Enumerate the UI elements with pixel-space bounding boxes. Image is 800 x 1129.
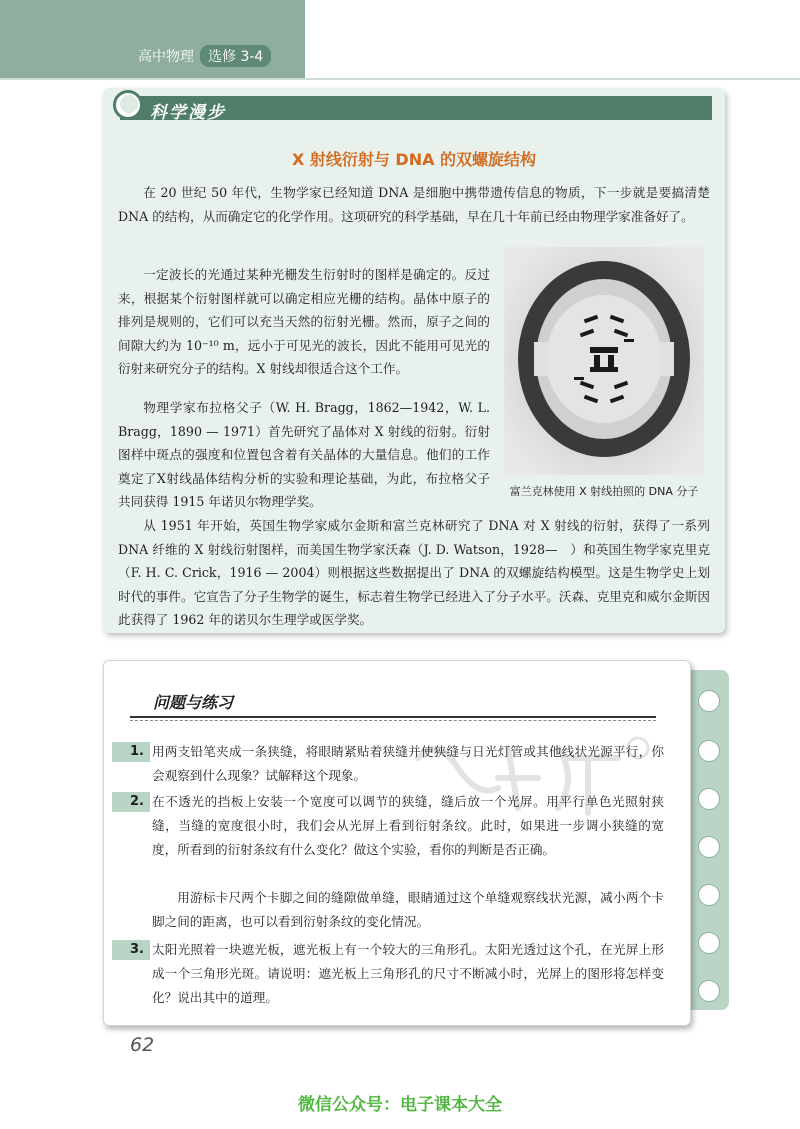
problem-number: 1.	[130, 744, 144, 759]
problem-1-text: 用两支铅笔夹成一条狭缝，将眼睛紧贴着狭缝并使狭缝与日光灯管或其他线状光源平行，你会观察到什么现象？试解释这个现象。	[152, 744, 664, 783]
problem-3-text: 太阳光照着一块遮光板，遮光板上有一个较大的三角形孔。太阳光透过这个孔，在光屏上形成一个三角形光斑。请说明：遮光板上三角形孔的尺寸不断减小时，光屏上的图形将怎样变化？说出其中的道理。	[152, 942, 664, 1005]
binder-ring-icon	[698, 740, 720, 762]
dna-diffraction-image	[504, 247, 704, 475]
photo-caption: 富兰克林使用 X 射线拍照的 DNA 分子	[509, 485, 699, 498]
article-paragraph-4: 从 1951 年开始，英国生物学家威尔金斯和富兰克林研究了 DNA 对 X 射线的衍射，获得了一系列 DNA 纤维的 X 射线衍射图样，而美国生物学家沃森（J. D. Watson，1928— ）和英国生物学家克里克（F. H. C. Crick，1916 — 2004）则根据这些数据提出了 DNA 的双螺旋结构模型。这是生物学史上划时代的事件。它宣告了分子生物学的诞生，标志着生物学已经进入了分子水平。沃森、克里克和威尔金斯因此获得了 1962 年的诺贝尔生理学或医学奖。	[118, 518, 710, 627]
page-number: 62	[130, 1034, 155, 1056]
problems-title: 问题与练习	[153, 693, 234, 712]
problems-title-dash-rule	[130, 720, 656, 721]
binder-ring-icon	[698, 932, 720, 954]
subject-name: 高中物理	[138, 49, 194, 65]
problem-2-text: 在不透光的挡板上安装一个宽度可以调节的狭缝，缝后放一个光屏。用平行单色光照射狭缝，当缝的宽度很小时，我们会从光屏上看到衍射条纹。此时，如果进一步调小狭缝的宽度，所看到的衍射条纹有什么变化？做这个实验，看你的判断是否正确。	[152, 794, 664, 857]
binder-ring-icon	[698, 836, 720, 858]
header-rule	[0, 78, 800, 80]
problem-number: 3.	[130, 942, 144, 957]
article-paragraph-2: 一定波长的光通过某种光栅发生衍射时的图样是确定的。反过来，根据某个衍射图样就可以确定相应光栅的结构。晶体中原子的排列是规则的，它们可以充当天然的衍射光栅。然而，原子之间的间隙大约为 10⁻¹⁰ m，远小于可见光的波长，因此不能用可见光的衍射来研究分子的结构。X 射线却很适合这个工作。	[118, 267, 490, 376]
footer-watermark-text: 微信公众号：电子课本大全	[298, 1095, 502, 1115]
article-title: X 射线衍射与 DNA 的双螺旋结构	[291, 150, 537, 169]
science-banner-title: 科学漫步	[150, 103, 226, 123]
header-tab	[0, 0, 305, 80]
article-paragraph-3: 物理学家布拉格父子（W. H. Bragg，1862—1942，W. L. Bragg，1890 — 1971）首先研究了晶体对 X 射线的衍射。衍射图样中斑点的强度和位置包含着有关晶体的大量信息。他们的工作奠定了X射线晶体结构分析的实验和理论基础，为此，布拉格父子共同获得 1915 年诺贝尔物理学奖。	[118, 400, 490, 509]
problem-number: 2.	[130, 794, 144, 809]
dna-xray-photo	[504, 247, 704, 475]
problem-2-extra-text: 用游标卡尺两个卡脚之间的缝隙做单缝，眼睛通过这个单缝观察线状光源，减小两个卡脚之间的距离，也可以看到衍射条纹的变化情况。	[152, 890, 664, 929]
header-label	[138, 45, 271, 67]
binder-ring-icon	[698, 788, 720, 810]
volume-pill: 选修 3-4	[200, 45, 271, 67]
article-paragraph-1: 在 20 世纪 50 年代，生物学家已经知道 DNA 是细胞中携带遗传信息的物质，下一步就是要搞清楚 DNA 的结构，从而确定它的化学作用。这项研究的科学基础，早在几十年前已经由物理学家准备好了。	[118, 185, 710, 224]
binder-ring-icon	[698, 884, 720, 906]
banner-circle-inner-icon	[120, 95, 138, 113]
binder-ring-icon	[698, 980, 720, 1002]
binder-ring-icon	[698, 690, 720, 712]
problems-title-rule	[130, 716, 656, 718]
